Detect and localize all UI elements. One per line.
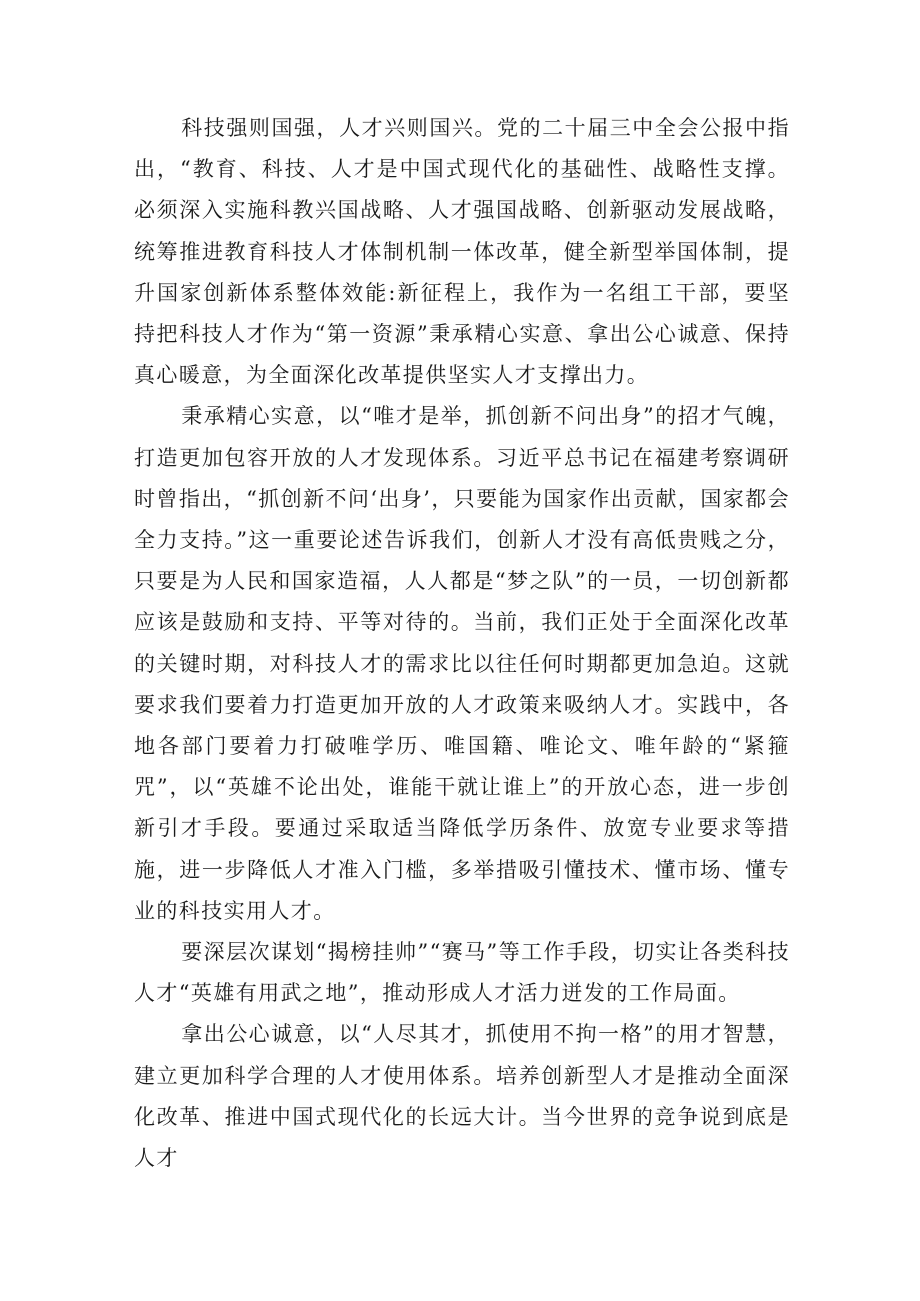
paragraph-talent-mechanism: 要深层次谋划“揭榜挂帅”“赛马”等工作手段，切实让各类科技人才“英雄有用武之地”，推动形成人才活力迸发的工作局面。 — [134, 940, 790, 1006]
paragraph-talent-discovery: 秉承精心实意，以“唯才是举，抓创新不问出身”的招才气魄，打造更加包容开放的人才发现体系。习近平总书记在福建考察调研时曾指出，“抓创新不问‘出身’，只要能为国家作出贡献，国家都会全力支持。”这一重要论述告诉我们，创新人才没有高低贵贱之分，只要是为人民和国家造福，人人都是“梦之队”的一员，一切创新都应该是鼓励和支持、平等对待的。当前，我们正处于全面深化改革的关键时期，对科技人才的需求比以往任何时期都更加急迫。这就要求我们要着力打造更加开放的人才政策来吸纳人才。实践中，各地各部门要着力打破唯学历、唯国籍、唯论文、唯年龄的“紧箍咒”，以“英雄不论出处，谁能干就让谁上”的开放心态，进一步创新引才手段。要通过采取适当降低学历条件、放宽专业要求等措施，进一步降低人才准入门槛，多举措吸引懂技术、懂市场、懂专业的科技实用人才。 — [134, 404, 790, 923]
document-body — [134, 108, 790, 1179]
paragraph-intro: 科技强则国强，人才兴则国兴。党的二十届三中全会公报中指出，“教育、科技、人才是中国式现代化的基础性、战略性支撑。必须深入实施科教兴国战略、人才强国战略、创新驱动发展战略，统筹推进教育科技人才体制机制一体改革，健全新型举国体制，提升国家创新体系整体效能:新征程上，我作为一名组工干部，要坚持把科技人才作为“第一资源”秉承精心实意、拿出公心诚意、保持真心暖意，为全面深化改革提供坚实人才支撑出力。 — [134, 116, 790, 388]
paragraph-talent-use: 拿出公心诚意，以“人尽其才，抓使用不拘一格”的用才智慧，建立更加科学合理的人才使用体系。培养创新型人才是推动全面深化改革、推进中国式现代化的长远大计。当今世界的竞争说到底是人才 — [134, 1022, 790, 1171]
